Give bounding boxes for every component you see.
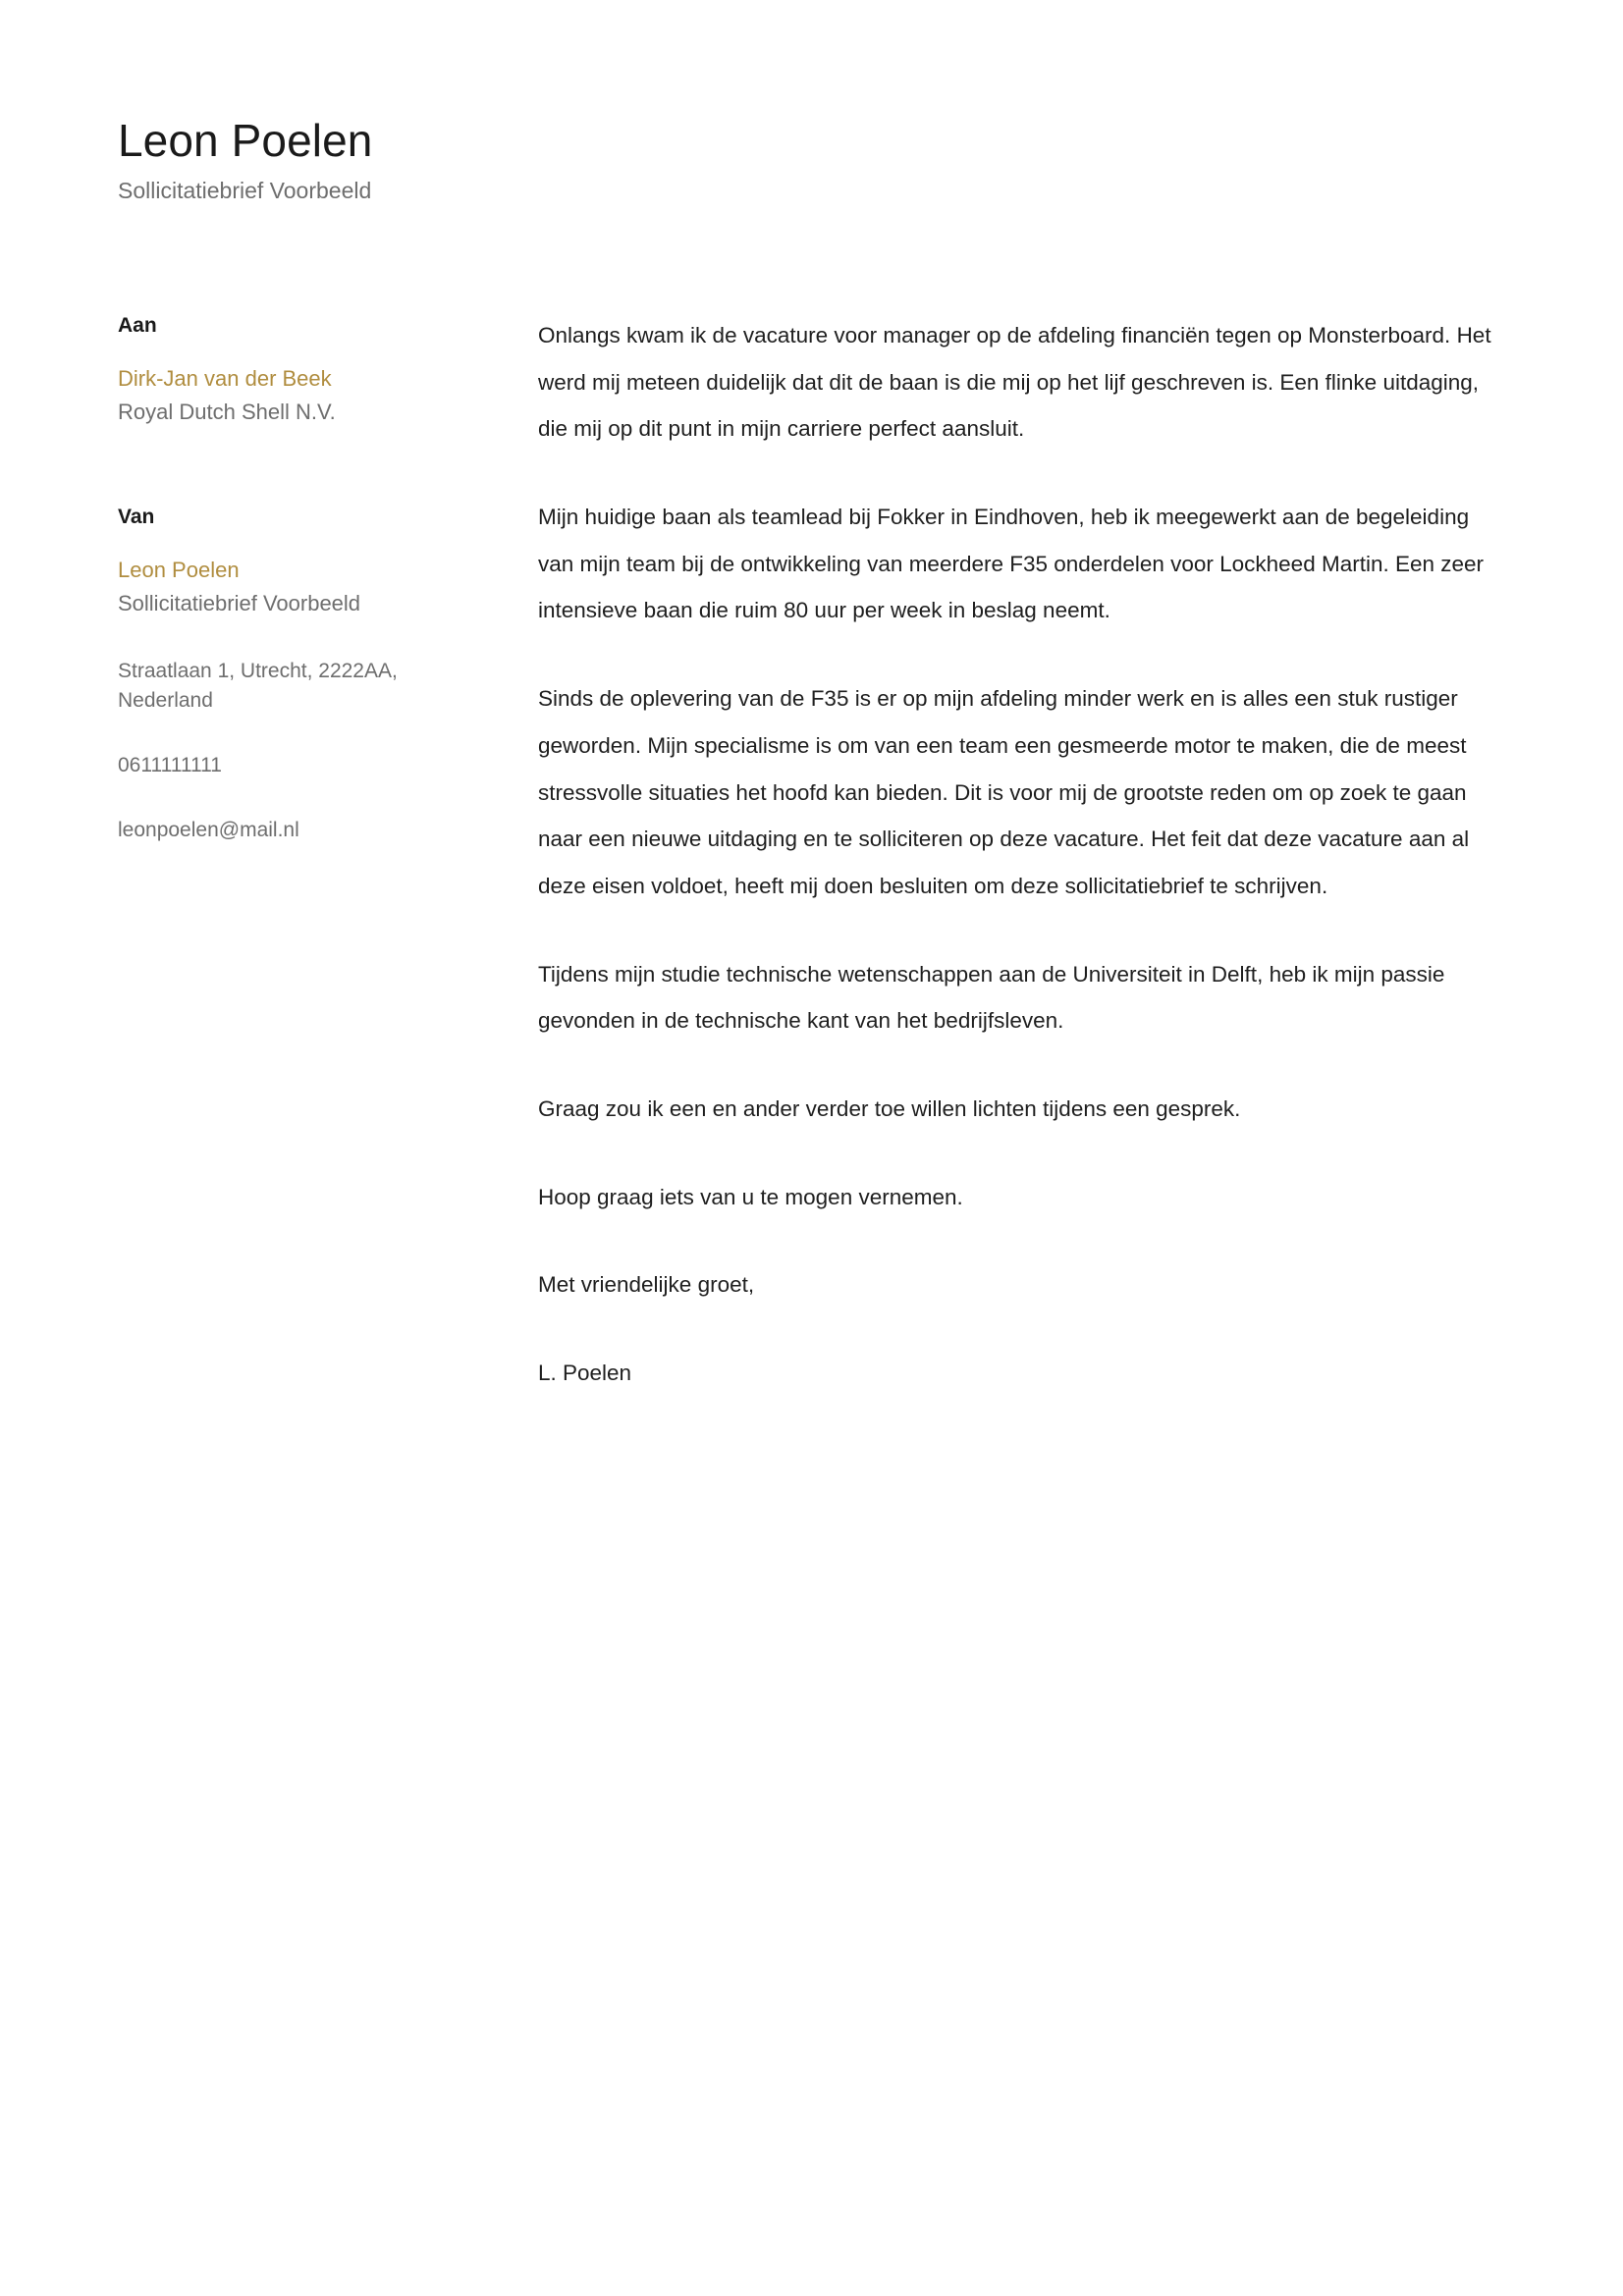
page-title: Leon Poelen — [118, 115, 373, 166]
body-paragraph: Tijdens mijn studie technische wetenschappen aan de Universiteit in Delft, heb ik mijn passie gevonden in de technische kant van het bedrijfsleven. — [538, 961, 1445, 1034]
recipient-heading: Aan — [118, 314, 157, 337]
sender-role: Sollicitatiebrief Voorbeeld — [118, 590, 361, 615]
body-paragraph: Hoop graag iets van u te mogen vernemen. — [538, 1184, 963, 1209]
letter-header — [118, 116, 1492, 206]
closing-salutation: Met vriendelijke groet, — [538, 1272, 755, 1298]
recipient-company: Royal Dutch Shell N.V. — [118, 399, 336, 424]
page-subtitle: Sollicitatiebrief Voorbeeld — [118, 177, 372, 203]
body-paragraph: Onlangs kwam ik de vacature voor manager op de afdeling financiën tegen op Monsterboard. Het werd mij meteen duidelijk dat dit de baan is die mij op het lijf geschreven is. Een flinke uitdaging, die mij op dit punt in mijn carriere perfect aansluit. — [538, 323, 1491, 442]
letter-sidebar — [118, 312, 491, 845]
sender-identity — [118, 556, 491, 617]
recipient-block — [118, 312, 491, 427]
recipient-name: Dirk-Jan van der Beek — [118, 366, 332, 392]
body-paragraph: Sinds de oplevering van de F35 is er op mijn afdeling minder werk en is alles een stuk rustiger geworden. Mijn specialisme is om van een team een gesmeerde motor te maken, die de meest stressvolle situaties het hoofd kan bieden. Dit is voor mij de grootste reden om op zoek te gaan naar een nieuwe uitdaging en te solliciteren op deze vacature. Het feit dat deze vacature aan al deze eisen voldoet, heeft mij doen besluiten om deze sollicitatiebrief te schrijven. — [538, 686, 1470, 898]
sender-phone: 0611111111 — [118, 753, 222, 776]
body-paragraph: Mijn huidige baan als teamlead bij Fokker in Eindhoven, heb ik meegewerkt aan de begeleiding van mijn team bij de ontwikkeling van meerdere F35 onderdelen voor Lockheed Martin. Een zeer intensieve baan die ruim 80 uur per week in beslag neemt. — [538, 505, 1485, 623]
letter-main-text — [538, 312, 1492, 1397]
sender-heading: Van — [118, 505, 155, 528]
sender-contact-details — [118, 657, 491, 844]
body-paragraph: Graag zou ik een en ander verder toe willen lichten tijdens een gesprek. — [538, 1095, 1241, 1121]
signature-name: L. Poelen — [538, 1361, 632, 1385]
sender-block — [118, 504, 491, 845]
recipient-details — [118, 364, 491, 426]
sender-name: Leon Poelen — [118, 557, 240, 582]
sender-address: Straatlaan 1, Utrecht, 2222AA, Nederland — [118, 660, 398, 713]
sidebar-divider-spacer — [118, 427, 491, 504]
sender-email: leonpoelen@mail.nl — [118, 818, 299, 841]
